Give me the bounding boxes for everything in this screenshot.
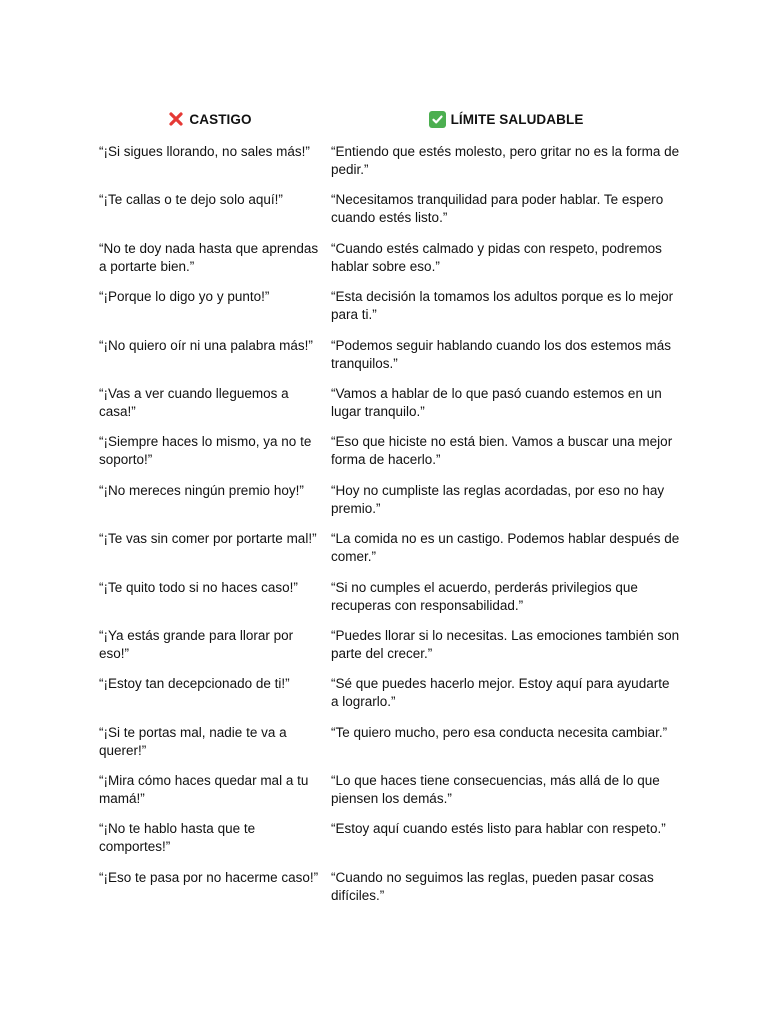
table-row bbox=[88, 815, 680, 863]
limite-phrase: “Vamos a hablar de lo que pasó cuando estemos en un lugar tranquilo.” bbox=[331, 385, 662, 419]
limite-phrase: “Cuando no seguimos las reglas, pueden pasar cosas difíciles.” bbox=[331, 869, 654, 903]
limite-phrase: “Si no cumples el acuerdo, perderás privilegios que recuperas con responsabilidad.” bbox=[331, 579, 638, 613]
castigo-phrase: “¡Mira cómo haces quedar mal a tu mamá!” bbox=[99, 773, 309, 807]
limite-phrase: “Lo que haces tiene consecuencias, más allá de lo que piensen los demás.” bbox=[331, 773, 660, 807]
header-castigo bbox=[88, 111, 332, 127]
table-row bbox=[88, 138, 680, 186]
header-limite-label: LÍMITE SALUDABLE bbox=[450, 111, 584, 127]
castigo-phrase: “¡Estoy tan decepcionado de ti!” bbox=[99, 676, 290, 692]
castigo-phrase: “¡Te quito todo si no haces caso!” bbox=[99, 579, 298, 595]
check-mark-icon bbox=[429, 111, 446, 128]
limite-phrase: “Puedes llorar si lo necesitas. Las emociones también son parte del crecer.” bbox=[331, 627, 680, 661]
castigo-phrase: “¡Te callas o te dejo solo aquí!” bbox=[99, 192, 283, 208]
limite-phrase: “Podemos seguir hablando cuando los dos estemos más tranquilos.” bbox=[331, 337, 671, 371]
header-limite bbox=[332, 111, 680, 128]
limite-phrase: “Te quiero mucho, pero esa conducta necesita cambiar.” bbox=[331, 724, 668, 740]
table-row bbox=[88, 428, 680, 476]
table-row bbox=[88, 186, 680, 234]
cross-mark-icon bbox=[168, 111, 184, 127]
castigo-phrase: “¡Ya estás grande para llorar por eso!” bbox=[99, 627, 294, 661]
limite-phrase: “Eso que hiciste no está bien. Vamos a buscar una mejor forma de hacerlo.” bbox=[331, 434, 673, 468]
limite-phrase: “Esta decisión la tomamos los adultos porque es lo mejor para ti.” bbox=[331, 289, 674, 323]
table-row bbox=[88, 283, 680, 331]
comparison-table bbox=[88, 100, 680, 912]
table-row bbox=[88, 477, 680, 525]
table-row bbox=[88, 332, 680, 380]
table-row bbox=[88, 864, 680, 912]
table-row bbox=[88, 670, 680, 718]
limite-phrase: “Entiendo que estés molesto, pero gritar no es la forma de pedir.” bbox=[331, 144, 680, 177]
castigo-phrase: “¡Si te portas mal, nadie te va a querer!” bbox=[99, 724, 287, 758]
table-row bbox=[88, 719, 680, 767]
limite-phrase: “Hoy no cumpliste las reglas acordadas, por eso no hay premio.” bbox=[331, 482, 665, 516]
table-row bbox=[88, 767, 680, 815]
limite-phrase: “Necesitamos tranquilidad para poder hablar. Te espero cuando estés listo.” bbox=[331, 192, 664, 226]
castigo-phrase: “¡Te vas sin comer por portarte mal!” bbox=[99, 531, 317, 547]
castigo-phrase: “¡No te hablo hasta que te comportes!” bbox=[99, 821, 256, 855]
table-row bbox=[88, 380, 680, 428]
limite-phrase: “Sé que puedes hacerlo mejor. Estoy aquí para ayudarte a lograrlo.” bbox=[331, 676, 670, 710]
limite-phrase: “Cuando estés calmado y pidas con respeto, podremos hablar sobre eso.” bbox=[331, 240, 662, 274]
limite-phrase: “La comida no es un castigo. Podemos hablar después de comer.” bbox=[331, 531, 680, 565]
table-body bbox=[88, 138, 680, 912]
castigo-phrase: “¡Si sigues llorando, no sales más!” bbox=[99, 144, 310, 159]
castigo-phrase: “¡No mereces ningún premio hoy!” bbox=[99, 482, 304, 498]
table-row bbox=[88, 622, 680, 670]
castigo-phrase: “¡Porque lo digo yo y punto!” bbox=[99, 289, 270, 305]
table-header bbox=[88, 100, 680, 138]
table-row bbox=[88, 574, 680, 622]
header-castigo-label: CASTIGO bbox=[189, 111, 252, 127]
table-row bbox=[88, 525, 680, 573]
castigo-phrase: “¡Eso te pasa por no hacerme caso!” bbox=[99, 869, 319, 885]
castigo-phrase: “¡Vas a ver cuando lleguemos a casa!” bbox=[99, 385, 289, 419]
castigo-phrase: “¡No quiero oír ni una palabra más!” bbox=[99, 337, 313, 353]
castigo-phrase: “¡Siempre haces lo mismo, ya no te soporto!” bbox=[99, 434, 312, 468]
castigo-phrase: “No te doy nada hasta que aprendas a portarte bien.” bbox=[99, 240, 319, 274]
limite-phrase: “Estoy aquí cuando estés listo para hablar con respeto.” bbox=[331, 821, 666, 837]
table-row bbox=[88, 235, 680, 283]
